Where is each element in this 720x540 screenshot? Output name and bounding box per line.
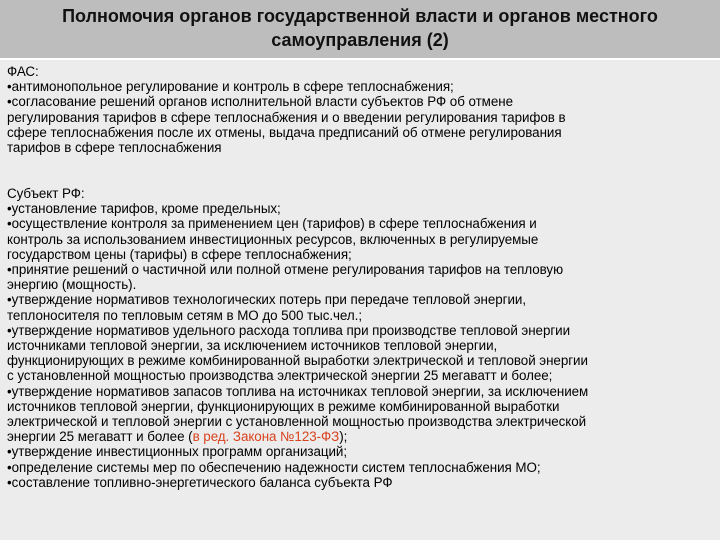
subject-item-5-line-1: •утверждение нормативов удельного расхода топлива при производстве тепловой энергии	[7, 322, 571, 338]
fas-item-2-line-4: тарифов в сфере теплоснабжения	[7, 140, 222, 156]
subject-item-6-line-4	[7, 429, 715, 444]
fas-item-1: •антимонопольное регулирование и контроль в сфере теплоснабжения;	[7, 79, 454, 95]
subject-item-6-line-1: •утверждение нормативов запасов топлива на источниках тепловой энергии, за исключением	[7, 383, 589, 399]
fas-heading: ФАС:	[7, 64, 39, 79]
subject-heading: Субъект РФ:	[7, 186, 85, 201]
subject-item-6-line-2: источников тепловой энергии, функционирующих в режиме комбинированной выработки	[7, 398, 560, 414]
subject-item-5-line-2: источниками тепловой энергии, за исключением источников тепловой энергии,	[7, 338, 498, 354]
subject-item-2-line-3: государством цены (тарифы) в сфере теплоснабжения;	[7, 246, 352, 262]
subject-item-5-line-3: функционирующих в режиме комбинированной выработки электрической и тепловой энергии	[7, 353, 588, 369]
subject-item-4-line-1: •утверждение нормативов технологических потерь при передаче тепловой энергии,	[7, 292, 526, 308]
subject-item-5-line-4: с установленной мощностью производства электрической энергии 25 мегаватт и более;	[7, 368, 553, 384]
subject-item-3-line-2: энергию (мощность).	[7, 277, 137, 293]
law-reference-link[interactable]: в ред. Закона №123-ФЗ	[192, 429, 340, 445]
subject-item-4-line-2: теплоносителя по тепловым сетям в МО до 500 тыс.чел.;	[7, 307, 362, 323]
title-line-1: Полномочия органов государственной власти и органов местного	[62, 6, 658, 26]
fas-section	[7, 64, 715, 155]
title-band	[0, 0, 720, 60]
title-line-2: самоуправления (2)	[271, 30, 449, 50]
subject-item-3-line-1: •принятие решений о частичной или полной отмене регулирования тарифов на тепловую	[7, 262, 564, 278]
subject-section	[7, 186, 715, 490]
page-title	[0, 4, 720, 52]
subject-item-6-tail-before: энергии 25 мегаватт и более (	[7, 429, 193, 445]
subject-item-8: •определение системы мер по обеспечению надежности систем теплоснабжения МО;	[7, 459, 541, 475]
subject-item-6-line-3: электрической и тепловой энергии с установленной мощностью производства электрической	[7, 414, 587, 430]
subject-item-9: •составление топливно-энергетического баланса субъекта РФ	[7, 474, 393, 490]
fas-item-2-line-1: •согласование решений органов исполнительной власти субъектов РФ об отмене	[7, 94, 513, 110]
subject-item-7: •утверждение инвестиционных программ организаций;	[7, 444, 348, 460]
subject-item-1: •установление тарифов, кроме предельных;	[7, 201, 281, 217]
subject-item-2-line-2: контроль за использованием инвестиционных ресурсов, включенных в регулируемые	[7, 231, 539, 247]
fas-item-2-line-2: регулирования тарифов в сфере теплоснабжения и о введении регулирования тарифов в	[7, 109, 566, 125]
subject-item-2-line-1: •осуществление контроля за применением цен (тарифов) в сфере теплоснабжения и	[7, 216, 537, 232]
fas-item-2-line-3: сфере теплоснабжения после их отмены, выдача предписаний об отмене регулирования	[7, 124, 562, 140]
subject-item-6-tail-after: );	[339, 429, 348, 445]
